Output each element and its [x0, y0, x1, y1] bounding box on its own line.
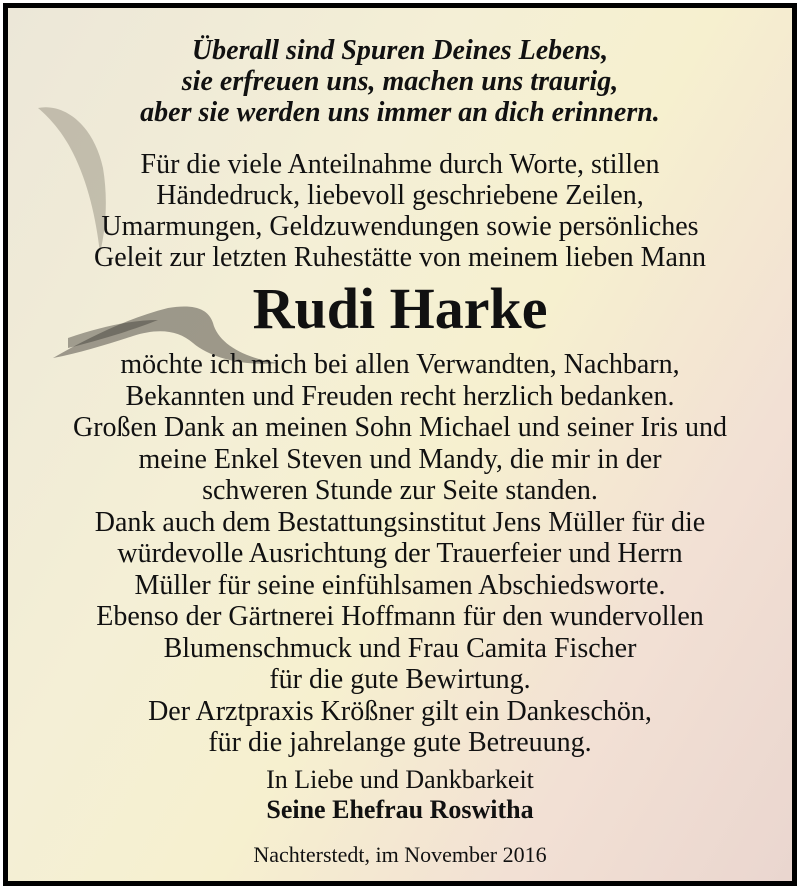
body-line: Blumenschmuck und Frau Camita Fischer — [163, 632, 637, 664]
motto-line: aber sie werden uns immer an dich erinnern. — [140, 97, 660, 128]
body-line: für die jahrelange gute Betreuung. — [208, 727, 592, 758]
closing-block — [18, 765, 782, 825]
obituary-card — [3, 3, 797, 886]
intro-paragraph — [18, 149, 782, 273]
body-line: für die gute Bewirtung. — [269, 664, 531, 695]
body-line: schweren Stunde zur Seite standen. — [202, 475, 598, 506]
body-line: möchte ich mich bei allen Verwandten, Nachbarn, — [120, 349, 680, 380]
motto-line: sie erfreuen uns, machen uns traurig, — [181, 66, 619, 97]
place-date: Nachterstedt, im November 2016 — [253, 842, 547, 867]
motto-line: Überall sind Spuren Deines Lebens, — [191, 35, 609, 66]
signature: Seine Ehefrau Roswitha — [266, 795, 534, 824]
thanks-paragraph — [13, 349, 787, 759]
body-line: Großen Dank an meinen Sohn Michael und seiner Iris und — [73, 412, 727, 443]
body-line: würdevolle Ausrichtung der Trauerfeier und Herrn — [117, 538, 683, 569]
deceased-name: Rudi Harke — [252, 276, 548, 341]
body-line: Bekannten und Freuden recht herzlich bedanken. — [125, 380, 675, 412]
closing-phrase: In Liebe und Dankbarkeit — [266, 765, 534, 794]
intro-line: Für die viele Anteilnahme durch Worte, stillen — [140, 149, 660, 180]
intro-line: Händedruck, liebevoll geschriebene Zeilen, — [156, 180, 644, 211]
body-line: Müller für seine einfühlsamen Abschiedsworte. — [134, 569, 666, 601]
body-line: Dank auch dem Bestattungsinstitut Jens Müller für die — [94, 506, 706, 538]
intro-line: Umarmungen, Geldzuwendungen sowie persönliches — [101, 211, 699, 242]
body-line: Ebenso der Gärtnerei Hoffmann für den wundervollen — [96, 601, 704, 632]
motto-verse — [28, 35, 772, 128]
intro-line: Geleit zur letzten Ruhestätte von meinem lieben Mann — [94, 242, 706, 273]
body-line: Der Arztpraxis Krößner gilt ein Dankeschön, — [148, 695, 652, 727]
obituary-content — [8, 8, 792, 881]
body-line: meine Enkel Steven und Mandy, die mir in der — [138, 443, 662, 475]
